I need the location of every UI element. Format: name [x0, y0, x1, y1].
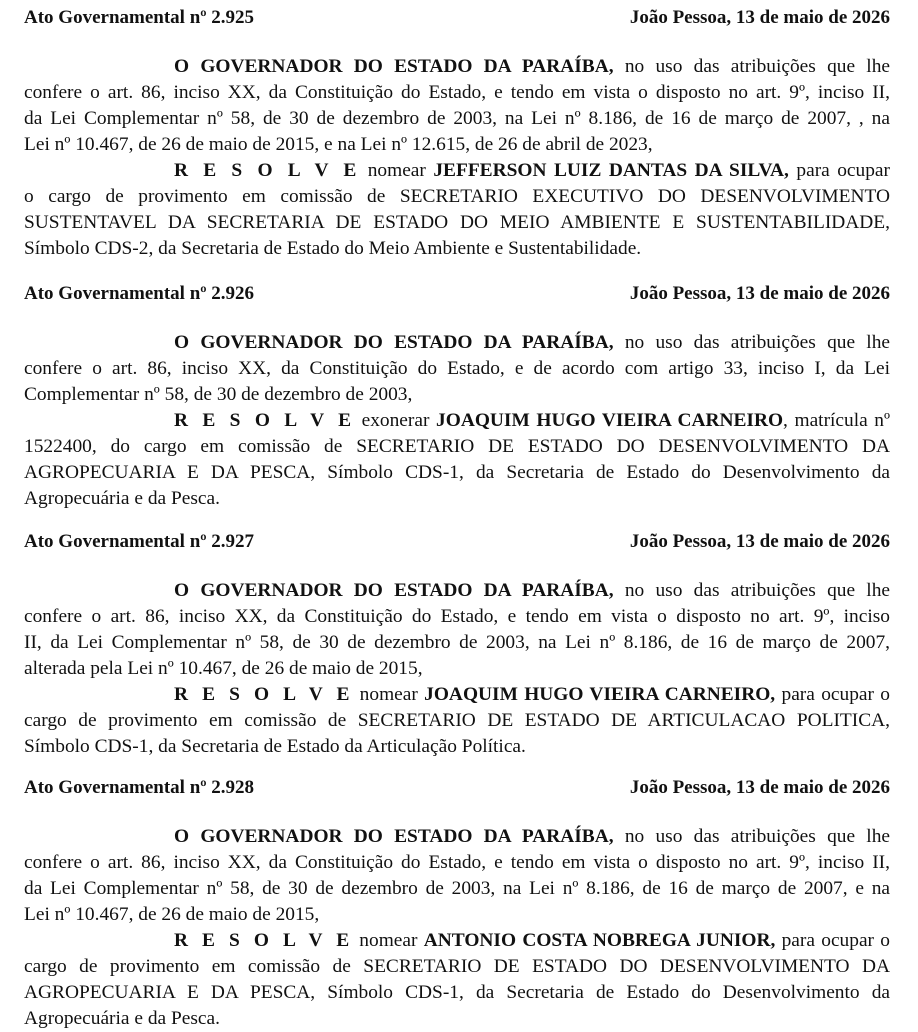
text-line: SUSTENTAVEL DA SECRETARIA DE ESTADO DO MEIO AMBIENTE E SUSTENTABILIDADE, [24, 212, 890, 233]
act-body [24, 54, 890, 262]
governor-title: O GOVERNADOR DO ESTADO DA PARAÍBA, [174, 332, 614, 353]
act-date: João Pessoa, 13 de maio de 2026 [629, 7, 890, 28]
act-body [24, 578, 890, 760]
text-line: Agropecuária e da Pesca. [24, 1008, 220, 1029]
governor-title: O GOVERNADOR DO ESTADO DA PARAÍBA, [174, 826, 614, 847]
act-number: Ato Governamental nº 2.926 [24, 283, 255, 304]
resolve-line: R E S O L V E nomear JOAQUIM HUGO VIEIRA CARNEIRO, para ocupar o [174, 684, 890, 705]
act-number: Ato Governamental nº 2.927 [24, 531, 255, 552]
act-number: Ato Governamental nº 2.928 [24, 777, 255, 798]
text-line: AGROPECUARIA E DA PESCA, Símbolo CDS-1, da Secretaria de Estado do Desenvolvimento da [24, 462, 890, 483]
resolve-word: R E S O L V E [174, 410, 355, 431]
text-line: O GOVERNADOR DO ESTADO DA PARAÍBA, no uso das atribuições que lhe [174, 332, 890, 353]
act-header [24, 282, 890, 306]
person-name: JOAQUIM HUGO VIEIRA CARNEIRO [436, 410, 784, 431]
text-line: o cargo de provimento em comissão de SECRETARIO EXECUTIVO DO DESENVOLVIMENTO [24, 186, 890, 207]
text-line: Complementar nº 58, de 30 de dezembro de 2003, [24, 384, 413, 405]
governor-title: O GOVERNADOR DO ESTADO DA PARAÍBA, [174, 56, 614, 77]
text-line: confere o art. 86, inciso XX, da Constituição do Estado, e tendo em vista o disposto no art. 9º, inciso [24, 606, 890, 627]
text-line: Símbolo CDS-1, da Secretaria de Estado da Articulação Política. [24, 736, 526, 757]
resolve-line: R E S O L V E exonerar JOAQUIM HUGO VIEIRA CARNEIRO, matrícula nº [174, 410, 891, 431]
person-name: ANTONIO COSTA NOBREGA JUNIOR, [423, 930, 776, 951]
resolve-word: R E S O L V E [174, 160, 361, 181]
act-header [24, 530, 890, 554]
text-line: O GOVERNADOR DO ESTADO DA PARAÍBA, no uso das atribuições que lhe [174, 56, 890, 77]
act-header [24, 6, 890, 30]
text-line: confere o art. 86, inciso XX, da Constituição do Estado, e tendo em vista o disposto no art. 9º, inciso II, [24, 82, 890, 103]
text-line: confere o art. 86, inciso XX, da Constituição do Estado, e de acordo com artigo 33, inciso I, da Lei [24, 358, 890, 379]
act-body [24, 330, 890, 512]
act-body [24, 824, 890, 1032]
act-header [24, 776, 890, 800]
act-number: Ato Governamental nº 2.925 [24, 7, 255, 28]
person-name: JEFFERSON LUIZ DANTAS DA SILVA, [433, 160, 789, 181]
text-line: 1522400, do cargo em comissão de SECRETARIO DE ESTADO DO DESENVOLVIMENTO DA [24, 436, 890, 457]
resolve-word: R E S O L V E [174, 930, 354, 951]
text-line: O GOVERNADOR DO ESTADO DA PARAÍBA, no uso das atribuições que lhe [174, 826, 890, 847]
person-name: JOAQUIM HUGO VIEIRA CARNEIRO, [424, 684, 776, 705]
resolve-word: R E S O L V E [174, 684, 354, 705]
text-line: II, da Lei Complementar nº 58, de 30 de dezembro de 2003, na Lei nº 8.186, de 16 de março de 2007, [24, 632, 890, 653]
text-line: O GOVERNADOR DO ESTADO DA PARAÍBA, no uso das atribuições que lhe [174, 580, 890, 601]
text-line: Lei nº 10.467, de 26 de maio de 2015, e na Lei nº 12.615, de 26 de abril de 2023, [24, 134, 653, 155]
text-line: Agropecuária e da Pesca. [24, 488, 220, 509]
governor-title: O GOVERNADOR DO ESTADO DA PARAÍBA, [174, 580, 614, 601]
text-line: cargo de provimento em comissão de SECRETARIO DE ESTADO DO DESENVOLVIMENTO DA [24, 956, 890, 977]
act-date: João Pessoa, 13 de maio de 2026 [629, 777, 890, 798]
resolve-line: R E S O L V E nomear JEFFERSON LUIZ DANTAS DA SILVA, para ocupar [174, 160, 890, 181]
act-date: João Pessoa, 13 de maio de 2026 [629, 531, 890, 552]
text-line: da Lei Complementar nº 58, de 30 de dezembro de 2003, na Lei nº 8.186, de 16 de março de 2007, , na [24, 108, 890, 129]
text-line: confere o art. 86, inciso XX, da Constituição do Estado, e tendo em vista o disposto no art. 9º, inciso II, [24, 852, 890, 873]
act-date: João Pessoa, 13 de maio de 2026 [629, 283, 890, 304]
text-line: Símbolo CDS-2, da Secretaria de Estado do Meio Ambiente e Sustentabilidade. [24, 238, 642, 259]
text-line: cargo de provimento em comissão de SECRETARIO DE ESTADO DE ARTICULACAO POLITICA, [24, 710, 890, 731]
text-line: Lei nº 10.467, de 26 de maio de 2015, [24, 904, 320, 925]
text-line: alterada pela Lei nº 10.467, de 26 de maio de 2015, [24, 658, 423, 679]
text-line: AGROPECUARIA E DA PESCA, Símbolo CDS-1, da Secretaria de Estado do Desenvolvimento da [24, 982, 890, 1003]
resolve-line: R E S O L V E nomear ANTONIO COSTA NOBREGA JUNIOR, para ocupar o [174, 930, 890, 951]
text-line: da Lei Complementar nº 58, de 30 de dezembro de 2003, na Lei nº 8.186, de 16 de março de 2007, e na [24, 878, 890, 899]
